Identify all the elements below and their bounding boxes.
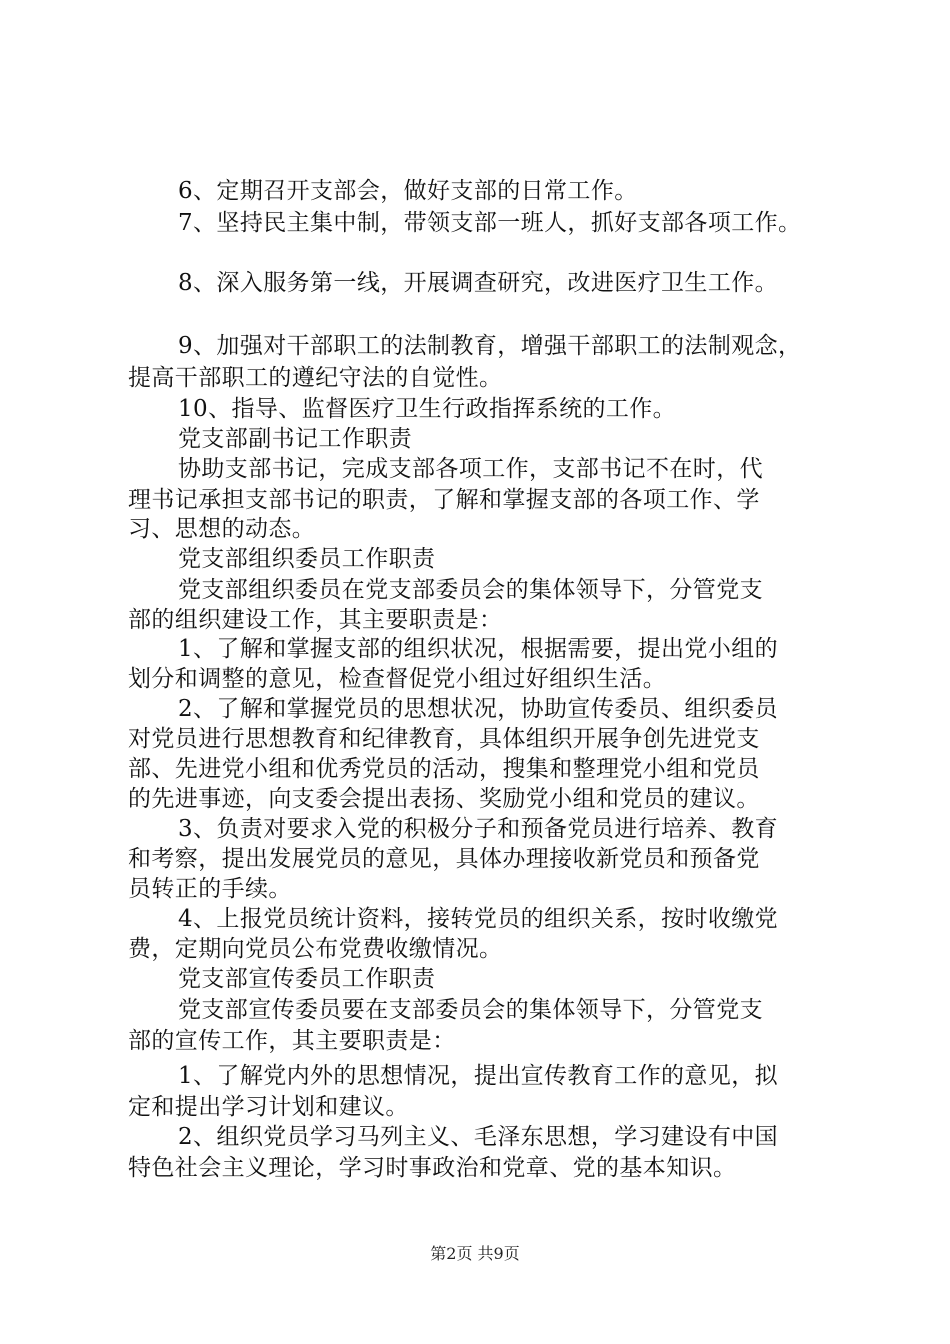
- paragraph-line: 3、负责对要求入党的积极分子和预备党员进行培养、教育: [178, 816, 779, 842]
- paragraph-line: 理书记承担支部书记的职责，了解和掌握支部的各项工作、学: [128, 487, 760, 513]
- paragraph-line: 员转正的手续。: [128, 876, 292, 902]
- paragraph-line: 党支部宣传委员要在支部委员会的集体领导下，分管党支: [178, 997, 763, 1023]
- section-heading: 党支部宣传委员工作职责: [178, 966, 436, 992]
- paragraph-line: 提高干部职工的遵纪守法的自觉性。: [128, 365, 503, 391]
- paragraph-line: 对党员进行思想教育和纪律教育，具体组织开展争创先进党支: [128, 726, 760, 752]
- paragraph-line: 部的组织建设工作，其主要职责是：: [128, 607, 503, 633]
- paragraph-line: 1、了解和掌握支部的组织状况，根据需要，提出党小组的: [178, 636, 779, 662]
- paragraph-line: 10、指导、监督医疗卫生行政指挥系统的工作。: [178, 396, 677, 422]
- paragraph-line: 1、了解党内外的思想情况，提出宣传教育工作的意见，拟: [178, 1063, 779, 1089]
- paragraph-line: 部的宣传工作，其主要职责是：: [128, 1028, 456, 1054]
- paragraph-line: 2、组织党员学习马列主义、毛泽东思想，学习建设有中国: [178, 1124, 779, 1150]
- paragraph-line: 协助支部书记，完成支部各项工作，支部书记不在时，代: [178, 456, 763, 482]
- paragraph-line: 和考察，提出发展党员的意见，具体办理接收新党员和预备党: [128, 846, 760, 872]
- paragraph-line: 费，定期向党员公布党费收缴情况。: [128, 936, 503, 962]
- section-heading: 党支部组织委员工作职责: [178, 546, 436, 572]
- paragraph-line: 特色社会主义理论，学习时事政治和党章、党的基本知识。: [128, 1155, 737, 1181]
- paragraph-line: 7、坚持民主集中制，带领支部一班人，抓好支部各项工作。: [178, 210, 802, 236]
- paragraph-line: 划分和调整的意见，检查督促党小组过好组织生活。: [128, 666, 667, 692]
- paragraph-line: 部、先进党小组和优秀党员的活动，搜集和整理党小组和党员: [128, 756, 760, 782]
- section-heading: 党支部副书记工作职责: [178, 426, 412, 452]
- paragraph-line: 9、加强对干部职工的法制教育，增强干部职工的法制观念，: [178, 333, 802, 359]
- paragraph-line: 4、上报党员统计资料，接转党员的组织关系，按时收缴党: [178, 906, 779, 932]
- paragraph-line: 8、深入服务第一线，开展调查研究，改进医疗卫生工作。: [178, 270, 779, 296]
- paragraph-line: 6、定期召开支部会，做好支部的日常工作。: [178, 178, 638, 204]
- page-footer: 第2页 共9页: [430, 1244, 520, 1263]
- paragraph-line: 党支部组织委员在党支部委员会的集体领导下，分管党支: [178, 577, 763, 603]
- paragraph-line: 2、了解和掌握党员的思想状况，协助宣传委员、组织委员: [178, 696, 779, 722]
- paragraph-line: 习、思想的动态。: [128, 516, 316, 542]
- paragraph-line: 的先进事迹，向支委会提出表扬、奖励党小组和党员的建议。: [128, 786, 760, 812]
- paragraph-line: 定和提出学习计划和建议。: [128, 1094, 409, 1120]
